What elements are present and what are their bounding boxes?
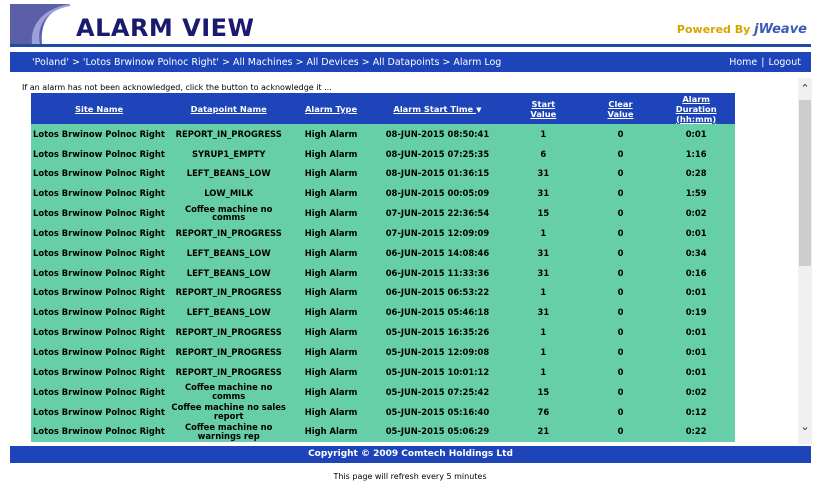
cell-start-value: 31 (503, 164, 584, 184)
cell-start-value: 1 (503, 342, 584, 362)
refresh-note: This page will refresh every 5 minutes (333, 472, 487, 481)
cell-alarm-duration: 0:01 (657, 342, 735, 362)
table-row[interactable] (31, 164, 735, 184)
cell-alarm-start-time: 06-JUN-2015 05:46:18 (372, 303, 503, 323)
cell-alarm-start-time: 05-JUN-2015 12:09:08 (372, 342, 503, 362)
cell-site-name: Lotos Brwinow Polnoc Right (31, 402, 167, 422)
cell-alarm-type: High Alarm (290, 342, 372, 362)
cell-alarm-duration: 0:02 (657, 203, 735, 223)
logout-link[interactable]: Logout (768, 56, 801, 68)
cell-datapoint-name: LEFT_BEANS_LOW (167, 243, 290, 263)
cell-start-value: 1 (503, 124, 584, 144)
cell-alarm-start-time: 06-JUN-2015 14:08:46 (372, 243, 503, 263)
table-row[interactable] (31, 283, 735, 303)
table-row[interactable] (31, 322, 735, 342)
cell-alarm-type: High Alarm (290, 124, 372, 144)
cell-start-value: 31 (503, 303, 584, 323)
col-start-value[interactable]: Start Value (503, 93, 584, 124)
cell-start-value: 1 (503, 223, 584, 243)
cell-alarm-start-time: 07-JUN-2015 22:36:54 (372, 203, 503, 223)
cell-clear-value: 0 (584, 263, 658, 283)
cell-alarm-type: High Alarm (290, 382, 372, 402)
vertical-scrollbar[interactable] (798, 78, 812, 444)
cell-alarm-duration: 1:59 (657, 184, 735, 204)
table-row[interactable] (31, 184, 735, 204)
cell-datapoint-name: LEFT_BEANS_LOW (167, 164, 290, 184)
cell-datapoint-name: Coffee machine no comms (167, 382, 290, 402)
col-alarm-duration[interactable]: Alarm Duration (hh:mm) (657, 93, 735, 124)
cell-alarm-type: High Alarm (290, 362, 372, 382)
cell-site-name: Lotos Brwinow Polnoc Right (31, 184, 167, 204)
cell-alarm-duration: 0:34 (657, 243, 735, 263)
cell-datapoint-name: LEFT_BEANS_LOW (167, 263, 290, 283)
cell-alarm-type: High Alarm (290, 223, 372, 243)
cell-alarm-start-time: 08-JUN-2015 08:50:41 (372, 124, 503, 144)
cell-site-name: Lotos Brwinow Polnoc Right (31, 283, 167, 303)
cell-alarm-duration: 0:01 (657, 223, 735, 243)
col-site-name[interactable]: Site Name (31, 93, 167, 124)
cell-datapoint-name: REPORT_IN_PROGRESS (167, 283, 290, 303)
cell-start-value: 21 (503, 422, 584, 442)
cell-datapoint-name: Coffee machine no warnings rep (167, 422, 290, 442)
cell-start-value: 1 (503, 322, 584, 342)
nav-bar (10, 52, 811, 72)
cell-clear-value: 0 (584, 184, 658, 204)
col-clear-value[interactable]: Clear Value (584, 93, 658, 124)
table-row[interactable] (31, 303, 735, 323)
logo-swoosh-icon (10, 4, 70, 44)
cell-site-name: Lotos Brwinow Polnoc Right (31, 263, 167, 283)
chevron-down-icon[interactable]: ⌄ (800, 420, 810, 433)
cell-start-value: 1 (503, 283, 584, 303)
cell-site-name: Lotos Brwinow Polnoc Right (31, 223, 167, 243)
table-row[interactable] (31, 342, 735, 362)
cell-alarm-type: High Alarm (290, 243, 372, 263)
cell-alarm-type: High Alarm (290, 164, 372, 184)
table-row[interactable] (31, 144, 735, 164)
cell-alarm-type: High Alarm (290, 184, 372, 204)
powered-by (677, 22, 807, 37)
cell-alarm-type: High Alarm (290, 203, 372, 223)
cell-alarm-duration: 0:01 (657, 322, 735, 342)
cell-site-name: Lotos Brwinow Polnoc Right (31, 422, 167, 442)
home-link[interactable]: Home (729, 56, 758, 68)
cell-clear-value: 0 (584, 243, 658, 263)
header (10, 4, 811, 44)
cell-alarm-start-time: 05-JUN-2015 10:01:12 (372, 362, 503, 382)
cell-site-name: Lotos Brwinow Polnoc Right (31, 164, 167, 184)
alarm-table (31, 93, 735, 442)
chevron-up-icon[interactable]: ⌃ (800, 82, 810, 95)
cell-clear-value: 0 (584, 422, 658, 442)
table-row[interactable] (31, 422, 735, 442)
cell-clear-value: 0 (584, 144, 658, 164)
cell-alarm-start-time: 08-JUN-2015 07:25:35 (372, 144, 503, 164)
cell-alarm-start-time: 06-JUN-2015 06:53:22 (372, 283, 503, 303)
cell-datapoint-name: LOW_MILK (167, 184, 290, 204)
cell-alarm-duration: 0:01 (657, 362, 735, 382)
cell-site-name: Lotos Brwinow Polnoc Right (31, 203, 167, 223)
cell-site-name: Lotos Brwinow Polnoc Right (31, 144, 167, 164)
cell-alarm-start-time: 08-JUN-2015 01:36:15 (372, 164, 503, 184)
cell-start-value: 76 (503, 402, 584, 422)
table-row[interactable] (31, 223, 735, 243)
cell-clear-value: 0 (584, 164, 658, 184)
cell-alarm-start-time: 05-JUN-2015 16:35:26 (372, 322, 503, 342)
cell-alarm-duration: 0:12 (657, 402, 735, 422)
cell-alarm-duration: 0:16 (657, 263, 735, 283)
page-title: ALARM VIEW (76, 14, 255, 42)
cell-alarm-type: High Alarm (290, 402, 372, 422)
table-row[interactable] (31, 124, 735, 144)
cell-alarm-duration: 0:01 (657, 124, 735, 144)
cell-alarm-duration: 0:22 (657, 422, 735, 442)
sort-desc-icon: ▼ (476, 105, 482, 114)
cell-datapoint-name: REPORT_IN_PROGRESS (167, 362, 290, 382)
cell-alarm-type: High Alarm (290, 144, 372, 164)
cell-site-name: Lotos Brwinow Polnoc Right (31, 362, 167, 382)
cell-site-name: Lotos Brwinow Polnoc Right (31, 322, 167, 342)
table-row[interactable] (31, 243, 735, 263)
cell-alarm-type: High Alarm (290, 303, 372, 323)
cell-alarm-duration: 1:16 (657, 144, 735, 164)
cell-alarm-start-time: 05-JUN-2015 05:16:40 (372, 402, 503, 422)
cell-clear-value: 0 (584, 283, 658, 303)
cell-clear-value: 0 (584, 382, 658, 402)
cell-alarm-start-time: 05-JUN-2015 05:06:29 (372, 422, 503, 442)
cell-datapoint-name: REPORT_IN_PROGRESS (167, 322, 290, 342)
cell-start-value: 31 (503, 184, 584, 204)
table-row[interactable] (31, 263, 735, 283)
cell-site-name: Lotos Brwinow Polnoc Right (31, 124, 167, 144)
nav-links (729, 57, 801, 68)
cell-start-value: 6 (503, 144, 584, 164)
cell-site-name: Lotos Brwinow Polnoc Right (31, 342, 167, 362)
cell-start-value: 31 (503, 263, 584, 283)
cell-alarm-duration: 0:28 (657, 164, 735, 184)
cell-clear-value: 0 (584, 362, 658, 382)
table-row[interactable] (31, 362, 735, 382)
powered-by-label: Powered By (676, 23, 755, 36)
footer-bar: Copyright © 2009 Comtech Holdings Ltd (10, 446, 811, 463)
cell-clear-value: 0 (584, 303, 658, 323)
acknowledge-hint: If an alarm has not been acknowledged, click the button to acknowledge it ... (22, 83, 332, 92)
brand-logo: jWeave (754, 22, 807, 37)
cell-alarm-start-time: 05-JUN-2015 07:25:42 (372, 382, 503, 402)
table-row[interactable] (31, 402, 735, 422)
cell-start-value: 15 (503, 382, 584, 402)
cell-datapoint-name: REPORT_IN_PROGRESS (167, 223, 290, 243)
table-row[interactable] (31, 203, 735, 223)
cell-clear-value: 0 (584, 124, 658, 144)
cell-site-name: Lotos Brwinow Polnoc Right (31, 303, 167, 323)
cell-alarm-type: High Alarm (290, 283, 372, 303)
col-alarm-type[interactable]: Alarm Type (290, 93, 372, 124)
cell-alarm-start-time: 06-JUN-2015 11:33:36 (372, 263, 503, 283)
col-datapoint-name[interactable]: Datapoint Name (167, 93, 290, 124)
cell-alarm-duration: 0:19 (657, 303, 735, 323)
cell-alarm-duration: 0:01 (657, 283, 735, 303)
cell-clear-value: 0 (584, 223, 658, 243)
cell-clear-value: 0 (584, 342, 658, 362)
cell-start-value: 1 (503, 362, 584, 382)
cell-clear-value: 0 (584, 203, 658, 223)
nav-separator: | (761, 56, 765, 68)
cell-clear-value: 0 (584, 322, 658, 342)
cell-datapoint-name: REPORT_IN_PROGRESS (167, 124, 290, 144)
cell-alarm-type: High Alarm (290, 263, 372, 283)
scrollbar-thumb[interactable] (799, 100, 811, 266)
cell-clear-value: 0 (584, 402, 658, 422)
cell-alarm-start-time: 08-JUN-2015 00:05:09 (372, 184, 503, 204)
cell-datapoint-name: Coffee machine no comms (167, 203, 290, 223)
breadcrumb[interactable]: 'Poland' > 'Lotos Brwinow Polnoc Right' > All Machines > All Devices > All Datapoints > Alarm Log (32, 56, 502, 68)
table-header-row (31, 93, 735, 124)
col-alarm-start-time[interactable]: Alarm Start Time ▼ (372, 93, 503, 124)
cell-datapoint-name: LEFT_BEANS_LOW (167, 303, 290, 323)
cell-datapoint-name: Coffee machine no sales report (167, 402, 290, 422)
cell-site-name: Lotos Brwinow Polnoc Right (31, 382, 167, 402)
cell-alarm-type: High Alarm (290, 422, 372, 442)
cell-alarm-duration: 0:02 (657, 382, 735, 402)
table-row[interactable] (31, 382, 735, 402)
cell-start-value: 15 (503, 203, 584, 223)
cell-alarm-type: High Alarm (290, 322, 372, 342)
header-divider (10, 44, 811, 47)
cell-site-name: Lotos Brwinow Polnoc Right (31, 243, 167, 263)
cell-alarm-start-time: 07-JUN-2015 12:09:09 (372, 223, 503, 243)
cell-datapoint-name: SYRUP1_EMPTY (167, 144, 290, 164)
cell-datapoint-name: REPORT_IN_PROGRESS (167, 342, 290, 362)
cell-start-value: 31 (503, 243, 584, 263)
